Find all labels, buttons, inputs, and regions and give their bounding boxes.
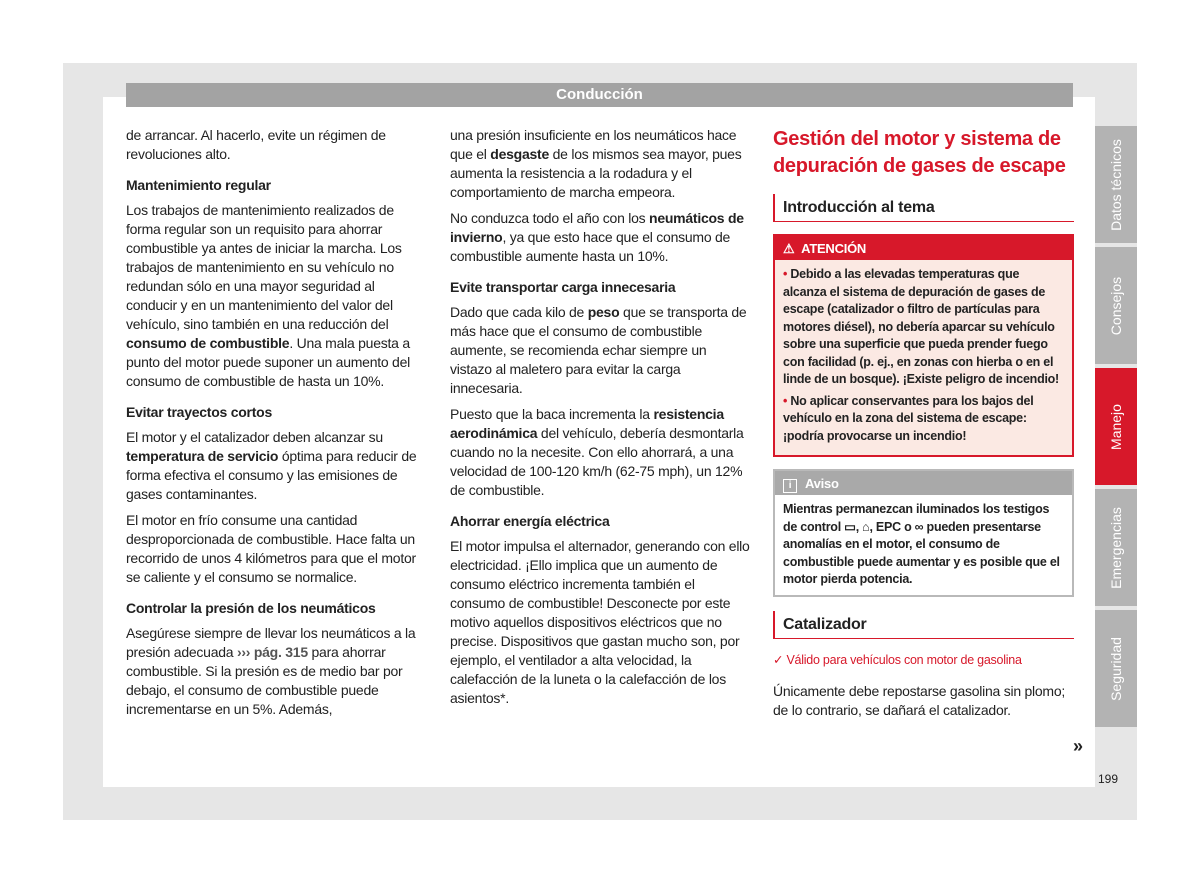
column-3 — [773, 126, 1074, 720]
bold-term: temperatura de servicio — [126, 448, 279, 464]
validity-note: ✓ Válido para vehículos con motor de gasolina — [773, 652, 1022, 667]
text: El motor impulsa el alternador, generando con ello electricidad. ¡Ello implica que un aumento de consumo eléctrico incrementa también el consumo de combustible! Desconecte por este motivo aquellos dispositivos eléctricos que no precise. Dispositivos que gastan mucho son, por ejemplo, el ventilador a alta velocidad, la calefacción de la luneta o la calefacción de los asientos*. — [450, 538, 750, 706]
info-icon: i — [783, 479, 797, 493]
text: para ahorrar combustible. Si la presión es de medio bar por debajo, el consumo de combustible puede incrementarse en un 5%. Además, — [126, 644, 403, 717]
paragraph — [126, 511, 426, 587]
text: El motor en frío consume una cantidad desproporcionada de combustible. Hace falta un recorrido de unos 4 kilómetros para que el motor se caliente y el consumo se normalice. — [126, 512, 416, 585]
chapter-tabs — [1095, 126, 1137, 731]
continue-icon: » — [1073, 736, 1084, 756]
paragraph — [126, 624, 426, 719]
subheading-catalizador: Catalizador — [773, 611, 1074, 639]
tab-seguridad[interactable]: Seguridad — [1095, 610, 1137, 727]
subheading — [126, 599, 426, 618]
paragraph — [126, 126, 426, 164]
subheading-intro: Introducción al tema — [773, 194, 1074, 222]
text: una presión insuficiente en los neumáticos hace que el — [450, 127, 737, 162]
text: Puesto que la baca incrementa la — [450, 406, 654, 422]
text: de arrancar. Al hacerlo, evite un régimen de revoluciones alto. — [126, 127, 386, 162]
warning-label: ATENCIÓN — [801, 241, 867, 256]
bullet-icon: • — [783, 267, 791, 281]
text: Ahorrar energía eléctrica — [450, 513, 610, 529]
bold-term: peso — [587, 304, 620, 320]
text: que se transporta de más hace que el consumo de combustible aumente, se recomienda echar siempre un vistazo al maletero para evitar la carga innecesaria. — [450, 304, 747, 396]
warning-header — [775, 236, 1072, 260]
text: Controlar la presión de los neumáticos — [126, 600, 376, 616]
tab-manejo[interactable]: Manejo — [1095, 368, 1137, 485]
warning-box — [773, 234, 1074, 457]
column-2 — [450, 126, 750, 715]
paragraph — [126, 428, 426, 504]
paragraph: Únicamente debe repostarse gasolina sin plomo; de lo contrario, se dañará el catalizador. — [773, 682, 1066, 718]
paragraph — [450, 126, 750, 202]
paragraph — [450, 537, 750, 708]
note-header — [775, 471, 1072, 495]
subheading — [450, 512, 750, 531]
text: El motor y el catalizador deben alcanzar su — [126, 429, 383, 445]
note-label: Aviso — [805, 476, 839, 491]
bold-term: consumo de combustible — [126, 335, 290, 351]
subheading — [126, 176, 426, 195]
text: No conduzca todo el año con los — [450, 210, 650, 226]
paragraph — [450, 405, 750, 500]
tab-datos-tecnicos[interactable]: Datos técnicos — [1095, 126, 1137, 243]
paragraph — [126, 201, 426, 391]
note-box — [773, 469, 1074, 597]
page-reference-link[interactable]: ››› pág. 315 — [236, 644, 308, 660]
text: . Una mala puesta a punto del motor puede suponer un aumento del consumo de combustible de hasta un 10%. — [126, 335, 410, 389]
paragraph — [450, 303, 750, 398]
text: Evite transportar carga innecesaria — [450, 279, 676, 295]
section-header: Conducción — [126, 83, 1073, 107]
subheading — [450, 278, 750, 297]
bold-term: desgaste — [490, 146, 549, 162]
text: , ya que esto hace que el consumo de combustible aumente hasta un 10%. — [450, 229, 731, 264]
text: Los trabajos de mantenimiento realizados de forma regular son un requisito para ahorrar combustible ya antes de iniciar la marcha. Los trabajos de mantenimiento en su vehículo no redundan sólo en una mayor seguridad al conducir y en un mantenimiento del valor del vehículo, sino también en una reducción del — [126, 202, 402, 332]
warning-triangle-icon: ⚠ — [783, 241, 795, 256]
warning-item: • Debido a las elevadas temperaturas que alcanza el sistema de depuración de gases de escape (catalizador o filtro de partículas para motores diésel), no debería aparcar su vehículo sobre una superficie que pueda prender fuego con facilidad (p. ej., en zonas con hierba o en el linde de un bosque). ¡Existe peligro de incendio! — [783, 267, 1059, 386]
text: de los mismos sea mayor, pues aumenta la resistencia a la rodadura y el comportamiento de marcha empeora. — [450, 146, 742, 200]
warning-item: • No aplicar conservantes para los bajos del vehículo en la zona del sistema de escape: ¡podría provocarse un incendio! — [783, 393, 1034, 443]
bold-term: neumáticos de invierno — [450, 210, 744, 245]
text: Dado que cada kilo de — [450, 304, 588, 320]
section-title: Gestión del motor y sistema de depuración de gases de escape — [773, 128, 1066, 177]
text: óptima para reducir de forma efectiva el consumo y las emisiones de gases contaminantes. — [126, 448, 417, 502]
paragraph — [450, 209, 750, 266]
text: Asegúrese siempre de llevar los neumáticos a la presión adecuada — [126, 625, 416, 660]
text: Evitar trayectos cortos — [126, 404, 272, 420]
subheading — [126, 403, 426, 422]
tab-emergencias[interactable]: Emergencias — [1095, 489, 1137, 606]
column-1 — [126, 126, 426, 726]
bullet-icon: • — [783, 393, 791, 408]
bold-term: resistencia aerodinámica — [450, 406, 724, 441]
tab-consejos[interactable]: Consejos — [1095, 247, 1137, 364]
page-number: 199 — [1098, 772, 1119, 786]
text: Mantenimiento regular — [126, 177, 271, 193]
text: del vehículo, debería desmontarla cuando no la necesite. Con ello ahorrará, a una velocidad de 100-120 km/h (62-75 mph), un 12% de combustible. — [450, 425, 744, 498]
note-text: Mientras permanezcan iluminados los testigos de control ▭, ⌂, EPC o ∞ pueden presentarse anomalías en el motor, el consumo de combustible puede aumentar y es posible que el motor pierda potencia. — [783, 502, 1060, 586]
